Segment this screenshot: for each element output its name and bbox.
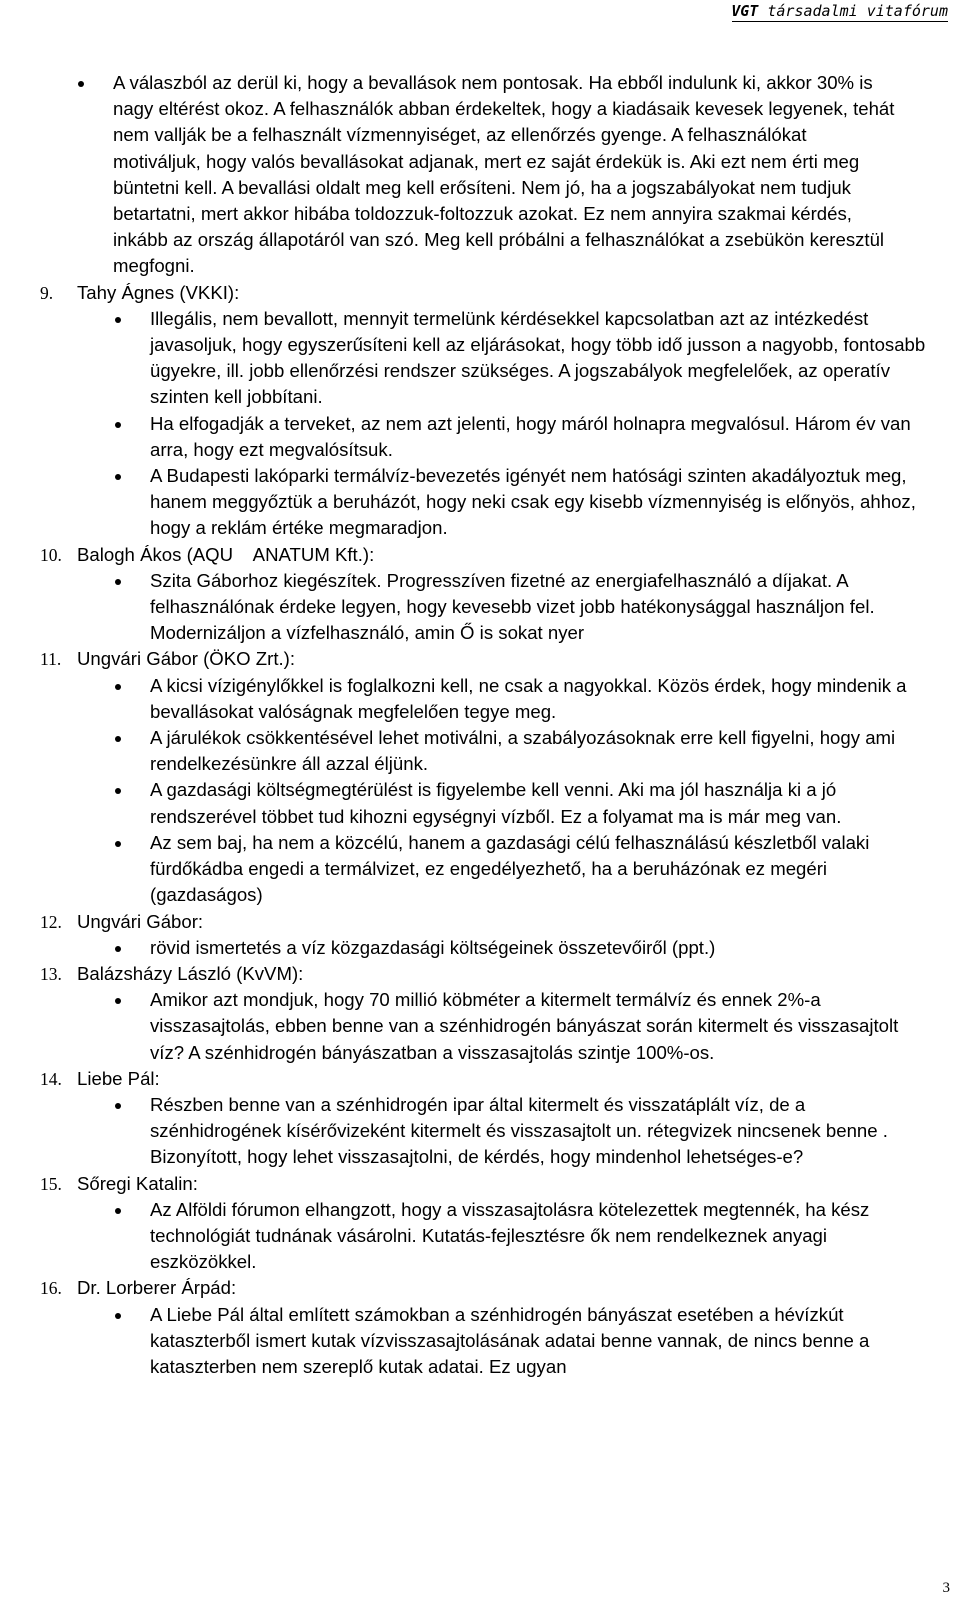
- bullet-item: [40, 673, 933, 725]
- header-title-text: társadalmi vitafórum: [767, 2, 948, 20]
- bullet-item: [40, 830, 933, 909]
- bullet-text: A Budapesti lakóparki termálvíz-bevezetés igényét nem hatósági szinten akadályoztuk meg, hanem meggyőztük a beruházót, hogy neki csak egy kisebb vízmennyiség is előnyös, ahhoz, hogy a reklám értéke megmaradjon.: [150, 465, 916, 539]
- header-prefix: VGT: [731, 2, 759, 20]
- speaker-item: [40, 542, 960, 647]
- bullet-text: A válaszból az derül ki, hogy a bevallások nem pontosak. Ha ebből indulunk ki, akkor 30% is nagy eltérést okoz. A felhasználók abban érdekeltek, hogy a kiadásaik kevesek legyenek, tehát nem vallják be a felhasznált vízmennyiséget, az ellenőrzés gyenge. A felhasználókat motiváljuk, hogy valós bevallásokat adjanak, mert ez saját érdekük is. Aki ezt nem érti meg büntetni kell. A bevallási oldalt meg kell erősíteni. Nem jó, ha a jogszabályokat nem tudjuk betartatni, mert akkor hibába toldozzuk-foltozzuk azokat. Ez nem annyira szakmai kérdés, inkább az ország állapotáról van szó. Meg kell próbálni a felhasználókat a zsebükön keresztül megfogni.: [113, 72, 895, 277]
- speaker-bullet-list: [40, 1197, 960, 1276]
- speaker-item: [40, 1066, 960, 1171]
- item-number: 11.: [40, 649, 62, 670]
- speaker-name: Tahy Ágnes (VKKI):: [77, 281, 240, 303]
- bullet-text: rövid ismertetés a víz közgazdasági költségeinek összetevőiről (ppt.): [150, 936, 716, 958]
- speaker-name: Sőregi Katalin:: [77, 1172, 198, 1194]
- bullet-item: [40, 725, 933, 777]
- speaker-name: Ungvári Gábor:: [77, 910, 204, 932]
- item-number: 15.: [40, 1173, 62, 1194]
- speaker-item: [40, 909, 960, 961]
- bullet-text: Az Alföldi fórumon elhangzott, hogy a visszasajtolásra kötelezettek megtennék, ha kész technológiát tudnának vásárolni. Kutatás-fejlesztésre ők nem rendelkeznek anyagi eszközökkel.: [150, 1198, 870, 1273]
- speaker-bullet-list: [40, 306, 960, 542]
- bullet-text: A járulékok csökkentésével lehet motiválni, a szabályozásoknak erre kell figyelni, hogy ami rendelkezésünkre áll azzal éljünk.: [150, 727, 896, 775]
- bullet-dot-icon: [115, 684, 121, 690]
- speaker-name: Ungvári Gábor (ÖKO Zrt.):: [77, 648, 296, 670]
- bullet-text: Szita Gáborhoz kiegészítek. Progresszíven fizetné az energiafelhasználó a díjakat. A felhasználónak érdeke legyen, hogy kevesebb vizet jobb hatékonysággal használjon fel. Modernizáljon a vízfelhasználó, amin Ő is sokat nyer: [150, 569, 875, 644]
- bullet-item: [40, 935, 933, 961]
- speaker-bullet-list: [40, 1302, 960, 1381]
- speaker-name: Balázsházy László (KvVM):: [77, 962, 304, 984]
- speaker-bullet-list: [40, 568, 960, 647]
- item-number: 12.: [40, 911, 62, 932]
- bullet-item: [40, 306, 933, 411]
- item-number: 14.: [40, 1068, 62, 1089]
- page-number: 3: [942, 1580, 950, 1596]
- page-header: [0, 0, 960, 26]
- bullet-item: [40, 1197, 933, 1276]
- item-number: 9.: [40, 282, 54, 303]
- document-body: [40, 70, 960, 1380]
- speaker-item: [40, 646, 960, 908]
- item-number: 13.: [40, 963, 62, 984]
- speaker-list: [40, 280, 960, 1381]
- bullet-item: [40, 463, 933, 542]
- speaker-bullet-list: [40, 987, 960, 1066]
- bullet-item: [40, 568, 933, 647]
- speaker-bullet-list: [40, 935, 960, 961]
- bullet-dot-icon: [115, 317, 121, 323]
- bullet-dot-icon: [115, 474, 121, 480]
- bullet-text: A gazdasági költségmegtérülést is figyelembe kell venni. Aki ma jól használja ki a jó rendszerével többet tud kihozni egységnyi vízből. Ez a folyamat ma is már meg van.: [150, 779, 842, 827]
- speaker-item: [40, 1171, 960, 1276]
- speaker-bullet-list: [40, 673, 960, 909]
- speaker-bullet-list: [40, 1092, 960, 1171]
- bullet-text: Illegális, nem bevallott, mennyit termelünk kérdésekkel kapcsolatban azt az intézkedést javasoljuk, hogy egyszerűsíteni kell az eljárásokat, hogy több idő jusson a nagyobb, fontosabb ügyekre, ill. jobb ellenőrzési rendszer szükséges. A jogszabályok megfelelőek, az operatív szinten kell jobbítani.: [150, 307, 926, 408]
- bullet-text: Ha elfogadják a terveket, az nem azt jelenti, hogy máról holnapra megvalósul. Három év van arra, hogy ezt megvalósítsuk.: [150, 412, 911, 460]
- bullet-text: Az sem baj, ha nem a közcélú, hanem a gazdasági célú felhasználású készletből valaki fürdőkádba engedi a termálvizet, ez engedélyezhető, ha a beruházónak ez megéri (gazdaságos): [150, 831, 870, 906]
- bullet-item: [40, 1302, 933, 1381]
- bullet-text: A kicsi vízigénylőkkel is foglalkozni kell, ne csak a nagyokkal. Közös érdek, hogy mindenik a bevallásokat valóságnak megfelelően tegye meg.: [150, 674, 907, 722]
- bullet-dot-icon: [115, 841, 121, 847]
- speaker-item: [40, 961, 960, 1066]
- bullet-item: [40, 411, 933, 463]
- item-number: 10.: [40, 544, 62, 565]
- bullet-dot-icon: [115, 946, 121, 952]
- bullet-text: Amikor azt mondjuk, hogy 70 millió köbméter a kitermelt termálvíz és ennek 2%-a visszasajtolás, ebben benne van a szénhidrogén bányászat során kitermelt és visszasajtolt víz? A szénhidrogén bányászatban a visszasajtolás szintje 100%-os.: [150, 989, 899, 1063]
- speaker-item: [40, 1275, 960, 1380]
- speaker-name: Liebe Pál:: [77, 1067, 160, 1089]
- bullet-dot-icon: [115, 579, 121, 585]
- header-rule: [732, 21, 948, 22]
- bullet-item: [40, 777, 933, 829]
- lead-bullet-list: [3, 70, 960, 280]
- bullet-dot-icon: [115, 422, 121, 428]
- bullet-item: [40, 1092, 933, 1171]
- speaker-item: [40, 280, 960, 542]
- bullet-dot-icon: [115, 1313, 121, 1319]
- bullet-dot-icon: [115, 1103, 121, 1109]
- bullet-dot-icon: [115, 1208, 121, 1214]
- header-title: [731, 2, 948, 20]
- speaker-name: Balogh Ákos (AQU ANATUM Kft.):: [77, 543, 375, 565]
- bullet-text: Részben benne van a szénhidrogén ipar által kitermelt és visszatáplált víz, de a szénhidrogének kísérővizeként kitermelt és visszasajtolt un. rétegvizek nincsenek benne . Bizonyított, hogy lehet visszasajtolni, de kérdés, hogy mindenhol lehetséges-e?: [150, 1093, 888, 1168]
- speaker-name: Dr. Lorberer Árpád:: [77, 1277, 237, 1299]
- bullet-item: [3, 70, 896, 280]
- item-number: 16.: [40, 1278, 62, 1299]
- bullet-dot-icon: [78, 81, 84, 87]
- bullet-text: A Liebe Pál által említett számokban a szénhidrogén bányászat esetében a hévízkút kataszterből ismert kutak vízvisszasajtolásának adatai benne vannak, de nincs benne a kataszterben nem szereplő kutak adatai. Ez ugyan: [150, 1303, 870, 1377]
- bullet-item: [40, 987, 933, 1066]
